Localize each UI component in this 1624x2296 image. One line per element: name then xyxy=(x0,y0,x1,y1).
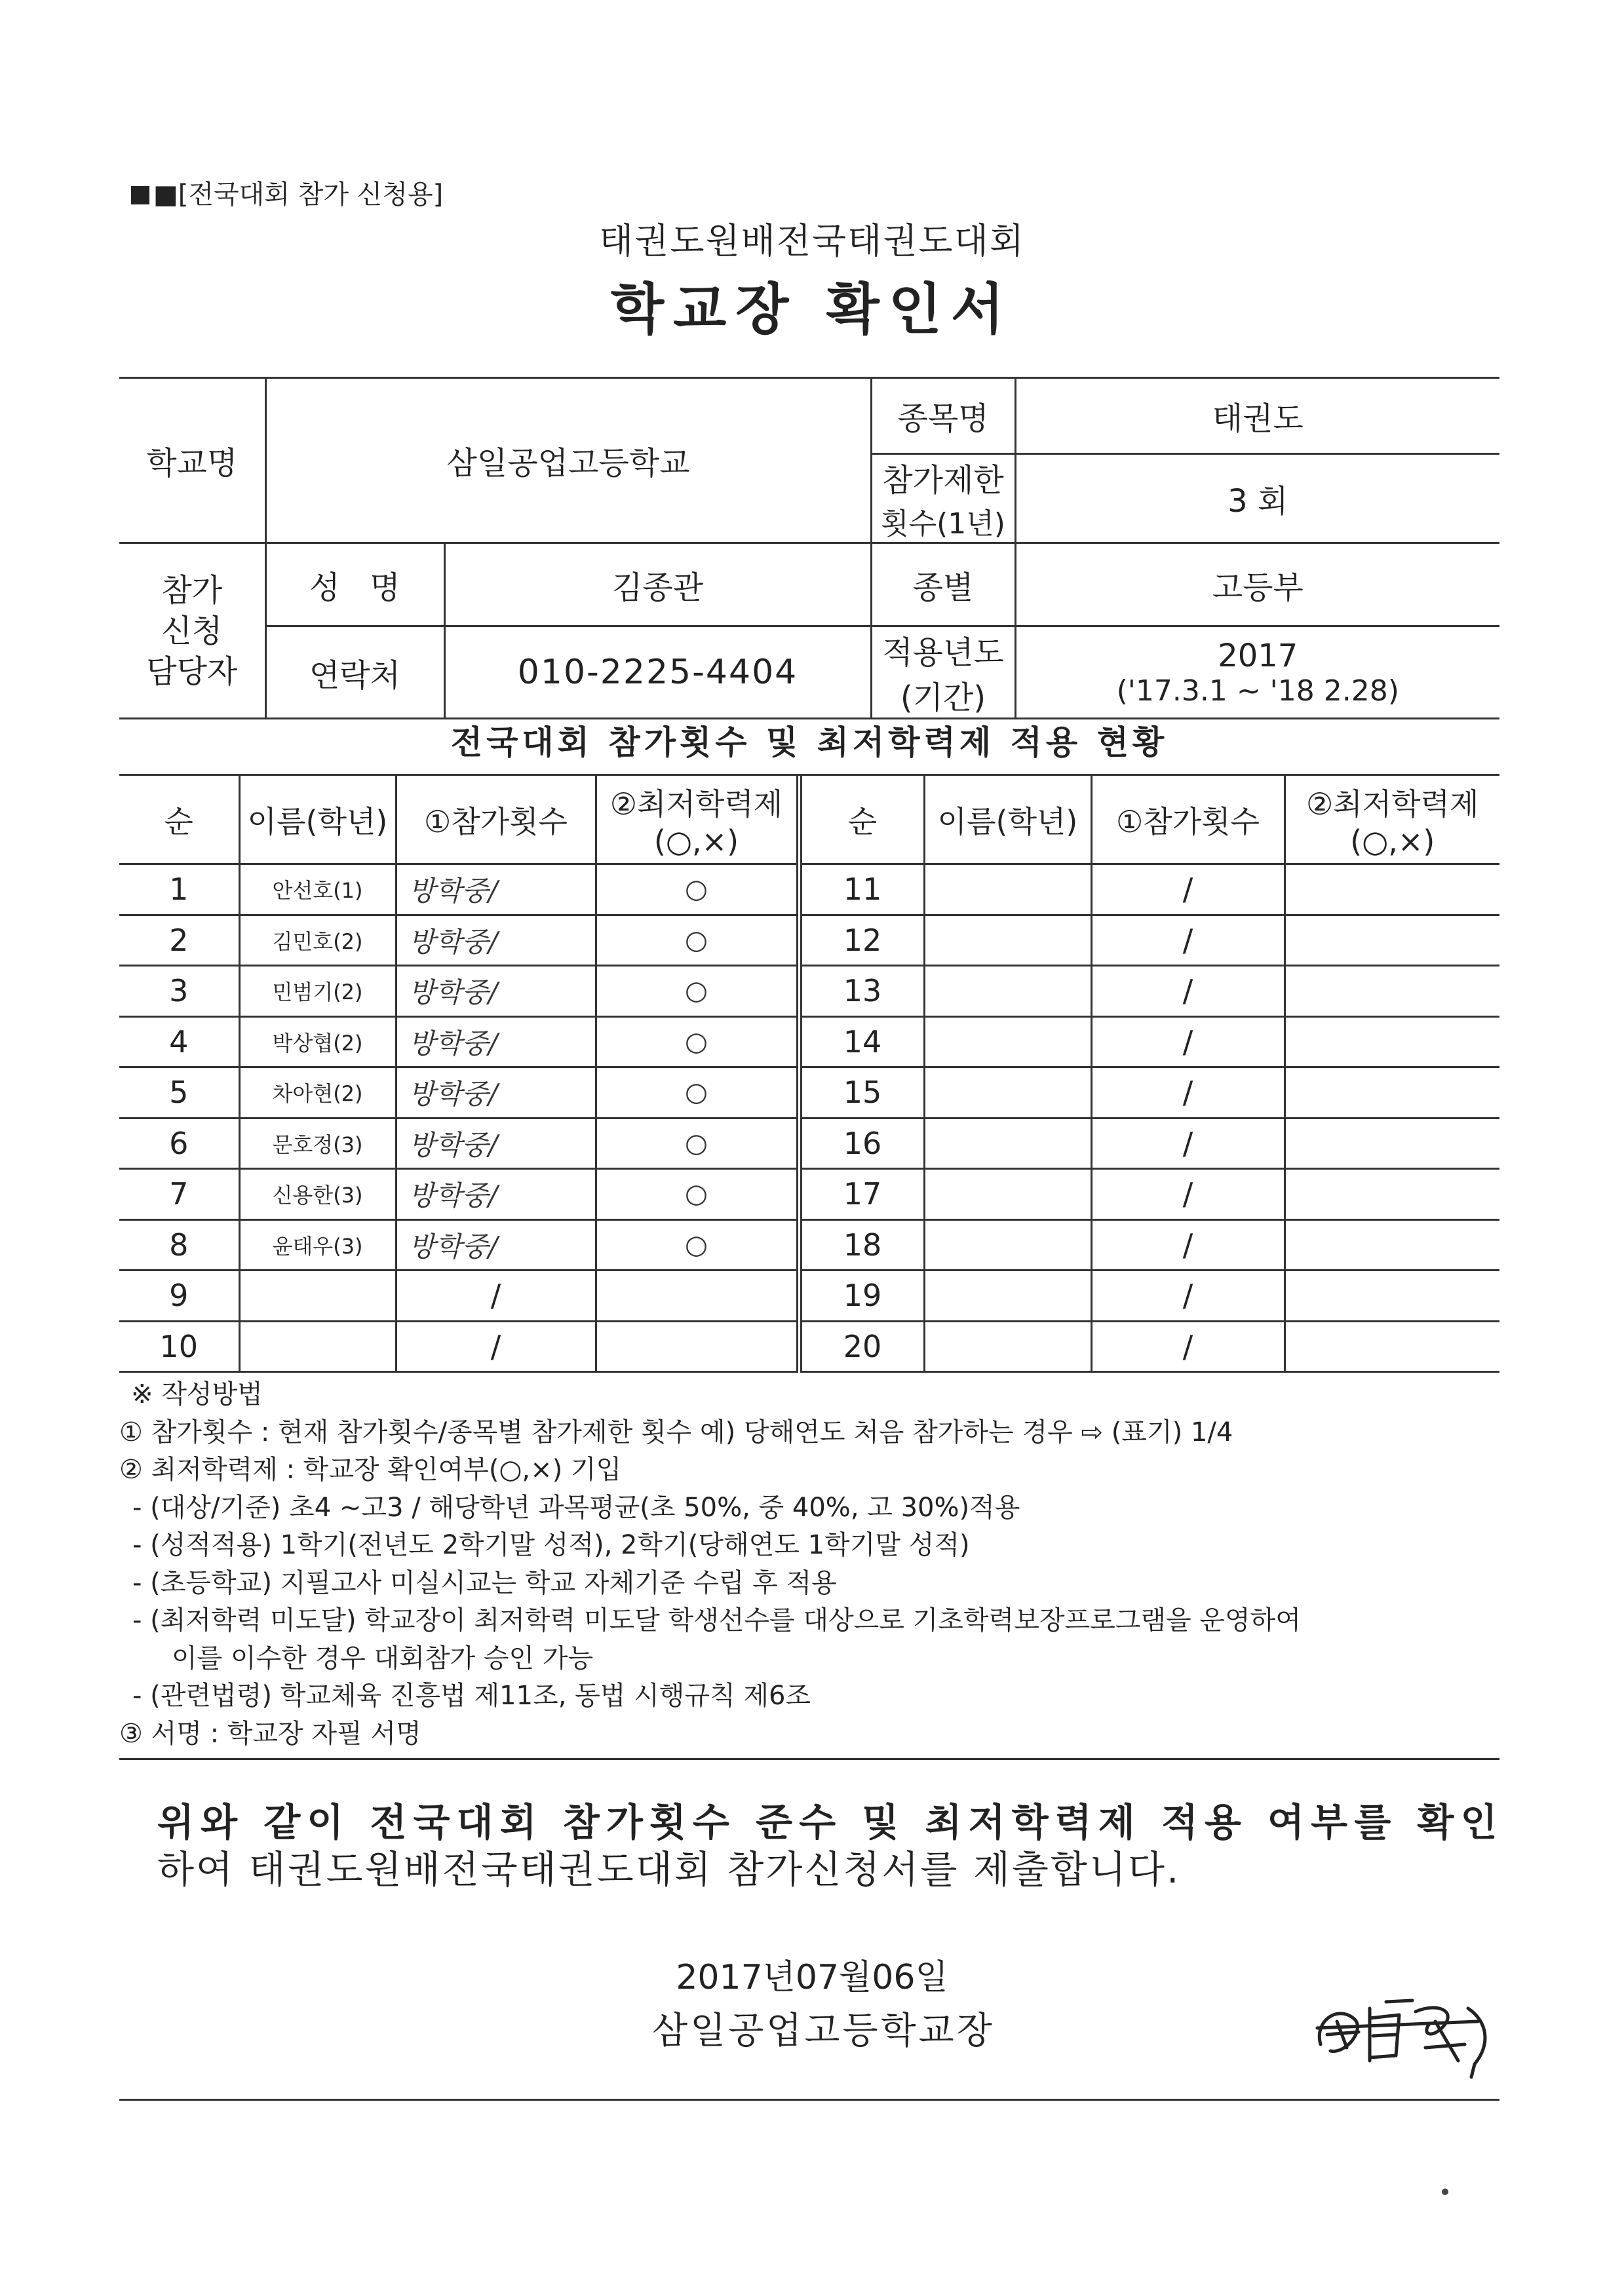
square-bullet-icon xyxy=(131,186,149,204)
row-no: 20 xyxy=(799,1321,924,1372)
method-line-4: - (성적적용) 1학기(전년도 2학기말 성적), 2학기(당해연도 1학기말 성적) xyxy=(132,1530,970,1560)
min-academic-mark xyxy=(1285,1219,1499,1271)
min-academic-mark xyxy=(1285,966,1499,1017)
participation-body xyxy=(119,864,1499,1372)
row-no: 14 xyxy=(799,1016,924,1067)
confirmation-line-1: 위와 같이 전국대회 참가횟수 준수 및 최저학력제 적용 여부를 확인 xyxy=(157,1800,1504,1845)
confirmation-text xyxy=(157,1799,1504,1893)
event-subtitle: 태권도원배전국태권도대회 xyxy=(599,220,1025,261)
student-name xyxy=(924,1219,1091,1271)
min-academic-mark: ○ xyxy=(596,915,799,966)
min-academic-mark: ○ xyxy=(596,864,799,915)
participation-count: / xyxy=(1091,1169,1285,1220)
student-name xyxy=(924,1067,1091,1119)
col-count-right: ①참가횟수 xyxy=(1091,775,1285,864)
name-label: 성 명 xyxy=(265,543,444,626)
principal-name: 삼일공업고등학교장 xyxy=(652,2010,995,2052)
col-min-left-line2: (○,×) xyxy=(653,823,739,859)
limit-label xyxy=(871,454,1015,543)
participation-count: / xyxy=(1091,1271,1285,1322)
col-min-left-line1: ②최저학력제 xyxy=(609,786,783,822)
col-min-right-line2: (○,×) xyxy=(1350,823,1435,859)
participation-count: 방학중/ xyxy=(396,915,596,966)
min-academic-mark xyxy=(1285,1169,1499,1220)
student-name xyxy=(924,1118,1091,1169)
min-academic-mark xyxy=(1285,915,1499,966)
participation-count: 방학중/ xyxy=(396,1219,596,1271)
min-academic-mark: ○ xyxy=(596,1169,799,1220)
student-name: 박상협(2) xyxy=(239,1016,396,1067)
limit-label-line1: 참가제한 xyxy=(882,462,1004,499)
school-label: 학교명 xyxy=(119,378,265,543)
min-academic-mark: ○ xyxy=(596,1219,799,1271)
participation-count: 방학중/ xyxy=(396,1169,596,1220)
participation-count: 방학중/ xyxy=(396,864,596,915)
phone-value: 010-2225-4404 xyxy=(444,626,871,719)
method-line-9: ③ 서명 : 학교장 자필 서명 xyxy=(119,1718,421,1749)
table-row xyxy=(119,966,1499,1017)
participation-count: / xyxy=(1091,1118,1285,1169)
participation-title: 전국대회 참가횟수 및 최저학력제 적용 현황 xyxy=(119,711,1499,776)
table-row xyxy=(119,1219,1499,1271)
method-line-5: - (초등학교) 지필고사 미실시교는 학교 자체기준 수립 후 적용 xyxy=(132,1567,837,1598)
period-range: ('17.3.1 ~ '18 2.28) xyxy=(1116,674,1399,708)
min-academic-mark xyxy=(1285,864,1499,915)
student-name xyxy=(924,966,1091,1017)
student-name xyxy=(924,1169,1091,1220)
row-no: 19 xyxy=(799,1271,924,1322)
min-academic-mark: ○ xyxy=(596,1016,799,1067)
row-no: 17 xyxy=(799,1169,924,1220)
participation-count: 방학중/ xyxy=(396,1067,596,1119)
limit-label-line2: 횟수(1년) xyxy=(881,507,1005,541)
student-name: 문호정(3) xyxy=(239,1118,396,1169)
signature-seal-icon xyxy=(1307,1982,1504,2080)
method-line-1: ① 참가횟수 : 현재 참가횟수/종목별 참가제한 횟수 예) 당해연도 처음 참가하는 경우 ⇨ (표기) 1/4 xyxy=(119,1417,1233,1447)
contact-label xyxy=(119,543,265,719)
participation-count: / xyxy=(396,1321,596,1372)
confirmation-line-2: 하여 태권도원배전국태권도대회 참가신청서를 제출합니다. xyxy=(157,1847,1181,1892)
period-label xyxy=(871,626,1015,719)
name-value: 김종관 xyxy=(444,543,871,626)
limit-value: 3 회 xyxy=(1015,454,1499,543)
division-label: 종별 xyxy=(871,543,1015,626)
participation-count: 방학중/ xyxy=(396,1118,596,1169)
issue-date: 2017년07월06일 xyxy=(676,1958,948,1997)
participation-count: / xyxy=(1091,1016,1285,1067)
row-no: 5 xyxy=(119,1067,239,1119)
row-no: 12 xyxy=(799,915,924,966)
row-no: 6 xyxy=(119,1118,239,1169)
col-no-left: 순 xyxy=(119,775,239,864)
student-name: 윤태우(3) xyxy=(239,1219,396,1271)
col-no-right: 순 xyxy=(799,775,924,864)
min-academic-mark xyxy=(596,1321,799,1372)
row-no: 2 xyxy=(119,915,239,966)
min-academic-mark xyxy=(596,1271,799,1322)
participation-count: / xyxy=(1091,915,1285,966)
student-name xyxy=(239,1271,396,1322)
student-name xyxy=(239,1321,396,1372)
table-row xyxy=(119,1271,1499,1322)
method-line-7: 이를 이수한 경우 대회참가 승인 가능 xyxy=(172,1643,594,1674)
row-no: 16 xyxy=(799,1118,924,1169)
row-no: 1 xyxy=(119,864,239,915)
col-name-left: 이름(학년) xyxy=(239,775,396,864)
participation-count: / xyxy=(1091,864,1285,915)
table-row xyxy=(119,1016,1499,1067)
period-year: 2017 xyxy=(1218,637,1298,674)
table-row xyxy=(119,1067,1499,1119)
period-value xyxy=(1015,626,1499,719)
student-name: 안선호(1) xyxy=(239,864,396,915)
col-min-left xyxy=(596,775,799,864)
min-academic-mark xyxy=(1285,1118,1499,1169)
participation-count: / xyxy=(1091,966,1285,1017)
min-academic-mark: ○ xyxy=(596,966,799,1017)
scan-speck xyxy=(1442,2189,1448,2195)
contact-label-line1: 참가 xyxy=(161,571,223,609)
period-label-line2: (기간) xyxy=(900,679,986,716)
table-row xyxy=(119,864,1499,915)
student-name xyxy=(924,1321,1091,1372)
min-academic-mark: ○ xyxy=(596,1067,799,1119)
student-name: 민범기(2) xyxy=(239,966,396,1017)
contact-label-line2: 신청 xyxy=(161,612,223,649)
bottom-rule xyxy=(119,2099,1499,2101)
min-academic-mark xyxy=(1285,1321,1499,1372)
form-tag xyxy=(131,174,443,211)
form-tag-text: ■[전국대회 참가 신청용] xyxy=(153,180,444,210)
school-value: 삼일공업고등학교 xyxy=(265,378,871,543)
student-name xyxy=(924,1271,1091,1322)
student-name: 신용한(3) xyxy=(239,1169,396,1220)
divider xyxy=(119,1758,1499,1760)
row-no: 4 xyxy=(119,1016,239,1067)
row-no: 3 xyxy=(119,966,239,1017)
row-no: 9 xyxy=(119,1271,239,1322)
table-row xyxy=(119,1118,1499,1169)
document-title: 학교장 확인서 xyxy=(610,277,1014,341)
method-heading: ※ 작성방법 xyxy=(131,1379,263,1409)
participation-count: 방학중/ xyxy=(396,966,596,1017)
contact-label-line3: 담당자 xyxy=(146,653,238,690)
participation-count: / xyxy=(1091,1321,1285,1372)
method-line-8: - (관련법령) 학교체육 진흥법 제11조, 동법 시행규칙 제6조 xyxy=(132,1681,811,1711)
event-value: 태권도 xyxy=(1015,378,1499,454)
min-academic-mark: ○ xyxy=(596,1118,799,1169)
student-name xyxy=(924,864,1091,915)
division-value: 고등부 xyxy=(1015,543,1499,626)
col-min-right-line1: ②최저학력제 xyxy=(1306,786,1479,822)
method-line-6: - (최저학력 미도달) 학교장이 최저학력 미도달 학생선수를 대상으로 기초학력보장프로그램을 운영하여 xyxy=(132,1605,1301,1636)
participation-count: 방학중/ xyxy=(396,1016,596,1067)
student-name xyxy=(924,915,1091,966)
header-row xyxy=(119,775,1499,864)
event-label: 종목명 xyxy=(871,378,1015,454)
col-name-right: 이름(학년) xyxy=(924,775,1091,864)
participation-count: / xyxy=(396,1271,596,1322)
table-row xyxy=(119,915,1499,966)
row-no: 7 xyxy=(119,1169,239,1220)
col-count-left: ①참가횟수 xyxy=(396,775,596,864)
col-min-right xyxy=(1285,775,1499,864)
min-academic-mark xyxy=(1285,1016,1499,1067)
method-line-3: - (대상/기준) 초4 ~고3 / 해당학년 과목평균(초 50%, 중 40%, 고 30%)적용 xyxy=(132,1492,1020,1523)
row-no: 11 xyxy=(799,864,924,915)
participation-count: / xyxy=(1091,1219,1285,1271)
student-name: 차아현(2) xyxy=(239,1067,396,1119)
method-line-2: ② 최저학력제 : 학교장 확인여부(○,×) 기입 xyxy=(119,1455,622,1485)
student-name xyxy=(924,1016,1091,1067)
row-no: 18 xyxy=(799,1219,924,1271)
info-table xyxy=(119,377,1499,719)
min-academic-mark xyxy=(1285,1067,1499,1119)
period-label-line1: 적용년도 xyxy=(882,634,1004,671)
table-row xyxy=(119,1321,1499,1372)
row-no: 13 xyxy=(799,966,924,1017)
row-no: 15 xyxy=(799,1067,924,1119)
row-no: 8 xyxy=(119,1219,239,1271)
participation-count: / xyxy=(1091,1067,1285,1119)
min-academic-mark xyxy=(1285,1271,1499,1322)
table-row xyxy=(119,1169,1499,1220)
writing-method xyxy=(119,1376,1499,1760)
student-name: 김민호(2) xyxy=(239,915,396,966)
phone-label: 연락처 xyxy=(265,626,444,719)
row-no: 10 xyxy=(119,1321,239,1372)
participation-table xyxy=(119,774,1499,1373)
